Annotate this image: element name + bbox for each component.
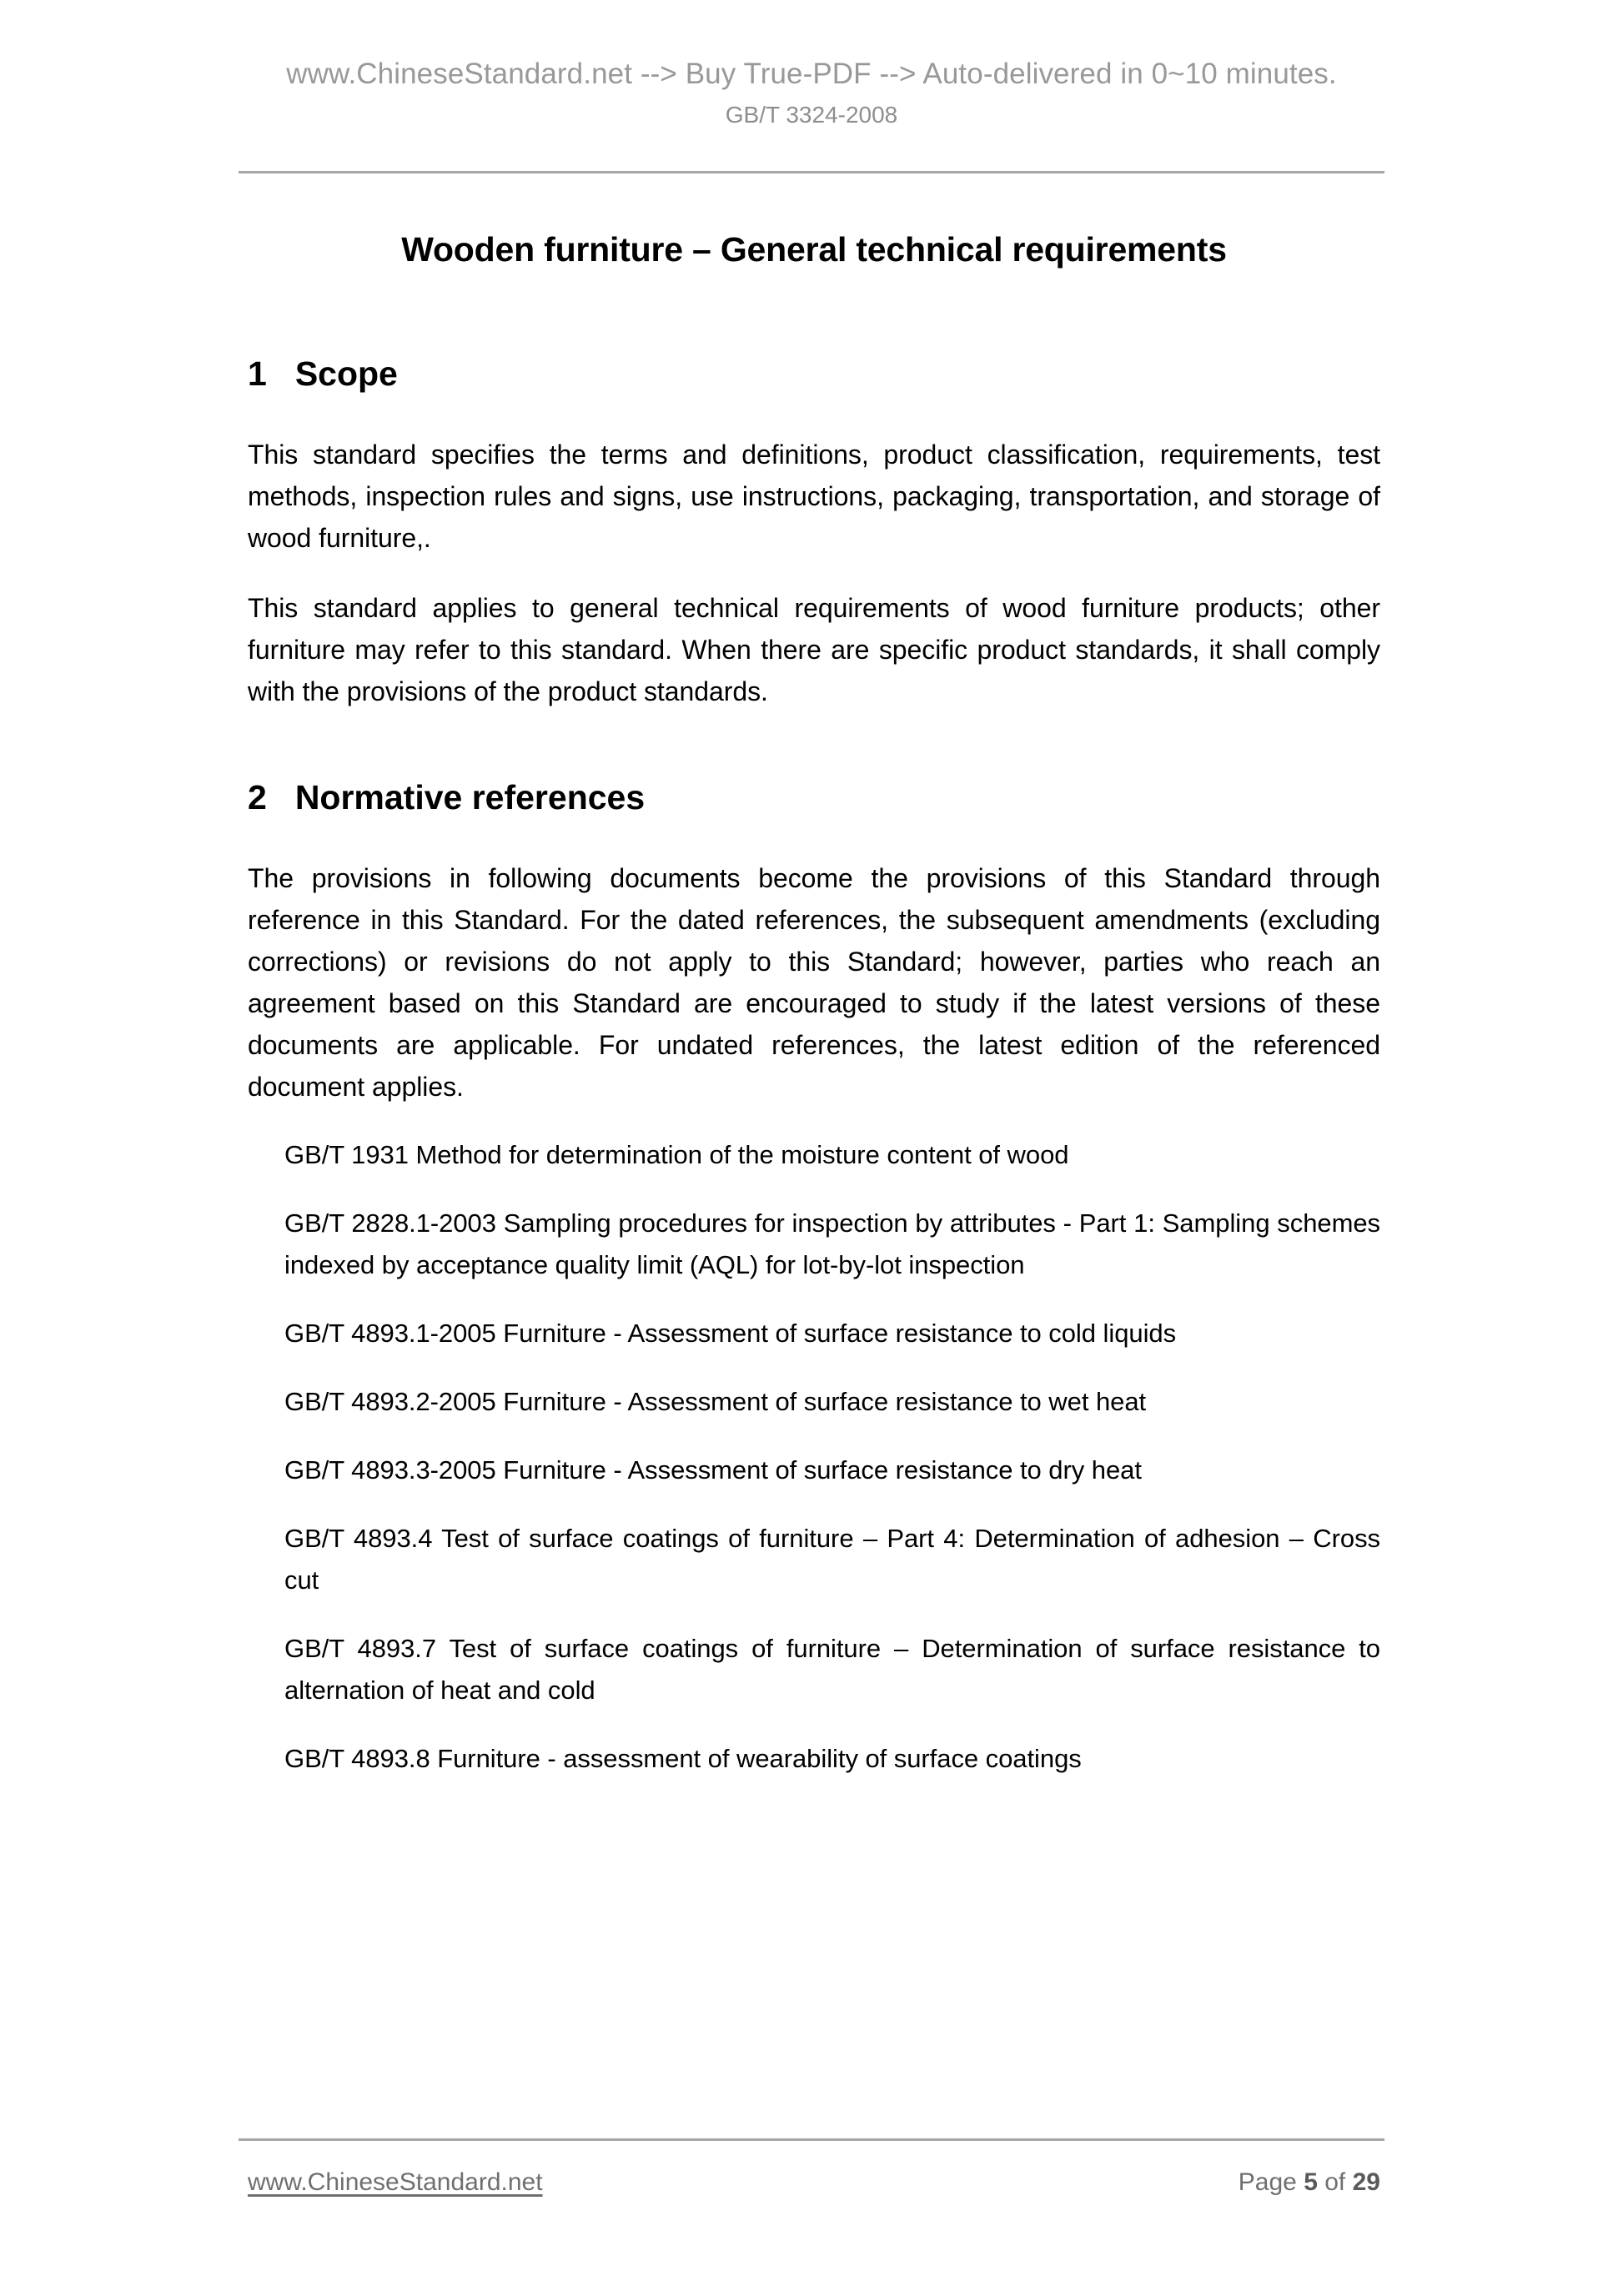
footer-divider bbox=[239, 2138, 1384, 2141]
spacer bbox=[248, 559, 1380, 587]
section-1-paragraph-2: This standard applies to general technical requirements of wood furniture products; other furniture may refer to this standard. When there are specific product standards, it shall comply with the provisions of the product standards. bbox=[248, 593, 1380, 706]
page-title: Wooden furniture – General technical requirements bbox=[401, 230, 1227, 269]
document-body bbox=[248, 227, 1380, 1780]
normative-reference-item: GB/T 4893.3-2005 Furniture - Assessment of surface resistance to dry heat bbox=[284, 1455, 1142, 1485]
page-footer bbox=[248, 2164, 1380, 2201]
spacer bbox=[248, 819, 1380, 857]
normative-reference-item: GB/T 4893.8 Furniture - assessment of wearability of surface coatings bbox=[284, 1744, 1082, 1773]
section-title-2: Normative references bbox=[294, 778, 646, 816]
spacer bbox=[248, 1711, 1380, 1738]
section-1-paragraph-1: This standard specifies the terms and definitions, product classification, requirements, test methods, inspection rules and signs, use instructions, packaging, transportation, and storage of wood furniture,. bbox=[248, 440, 1380, 553]
total-page-number: 29 bbox=[1352, 2168, 1380, 2196]
spacer bbox=[248, 712, 1380, 776]
header-standard-id: GB/T 3324-2008 bbox=[725, 102, 898, 128]
section-2-paragraph-1: The provisions in following documents become the provisions of this Standard through reference in this Standard. For the dated references, the subsequent amendments (excluding corrections) or revisions do not apply to this Standard; however, parties who reach an agreement based on this Standard are encouraged to study if the latest versions of these documents are applicable. For undated references, the latest edition of the referenced document applies. bbox=[248, 863, 1380, 1102]
section-number-1: 1 bbox=[248, 354, 267, 393]
section-heading-2 bbox=[248, 776, 1380, 819]
current-page-number: 5 bbox=[1304, 2168, 1318, 2196]
spacer bbox=[248, 1176, 1380, 1203]
normative-reference-item: GB/T 4893.2-2005 Furniture - Assessment of surface resistance to wet heat bbox=[284, 1387, 1147, 1416]
spacer bbox=[248, 1491, 1380, 1518]
page-number-indicator bbox=[1239, 2164, 1380, 2201]
header-divider bbox=[239, 171, 1384, 173]
normative-reference-item: GB/T 2828.1-2003 Sampling procedures for inspection by attributes - Part 1: Sampling schemes indexed by acceptance quality limit (AQL) for lot-by-lot inspection bbox=[284, 1208, 1380, 1279]
page-of-label: of bbox=[1324, 2168, 1346, 2196]
page-header bbox=[239, 55, 1384, 132]
header-promo-text: www.ChineseStandard.net --> Buy True-PDF --> Auto-delivered in 0~10 minutes. bbox=[286, 58, 1337, 90]
spacer bbox=[248, 1601, 1380, 1628]
page-label: Page bbox=[1238, 2168, 1297, 2196]
section-title-1: Scope bbox=[294, 354, 398, 393]
spacer bbox=[248, 1108, 1380, 1134]
normative-reference-item: GB/T 4893.1-2005 Furniture - Assessment of surface resistance to cold liquids bbox=[284, 1319, 1177, 1348]
spacer bbox=[248, 1286, 1380, 1313]
section-number-2: 2 bbox=[248, 778, 267, 816]
spacer bbox=[248, 1423, 1380, 1449]
normative-reference-item: GB/T 4893.4 Test of surface coatings of furniture – Part 4: Determination of adhesion – Cross cut bbox=[284, 1524, 1380, 1595]
spacer bbox=[248, 1354, 1380, 1381]
spacer bbox=[248, 272, 1380, 352]
section-heading-1 bbox=[248, 352, 1380, 395]
footer-site-link[interactable]: www.ChineseStandard.net bbox=[248, 2168, 543, 2196]
normative-reference-item: GB/T 1931 Method for determination of the moisture content of wood bbox=[284, 1140, 1069, 1169]
spacer bbox=[248, 395, 1380, 434]
normative-reference-item: GB/T 4893.7 Test of surface coatings of furniture – Determination of surface resistance to alternation of heat and cold bbox=[284, 1634, 1380, 1705]
